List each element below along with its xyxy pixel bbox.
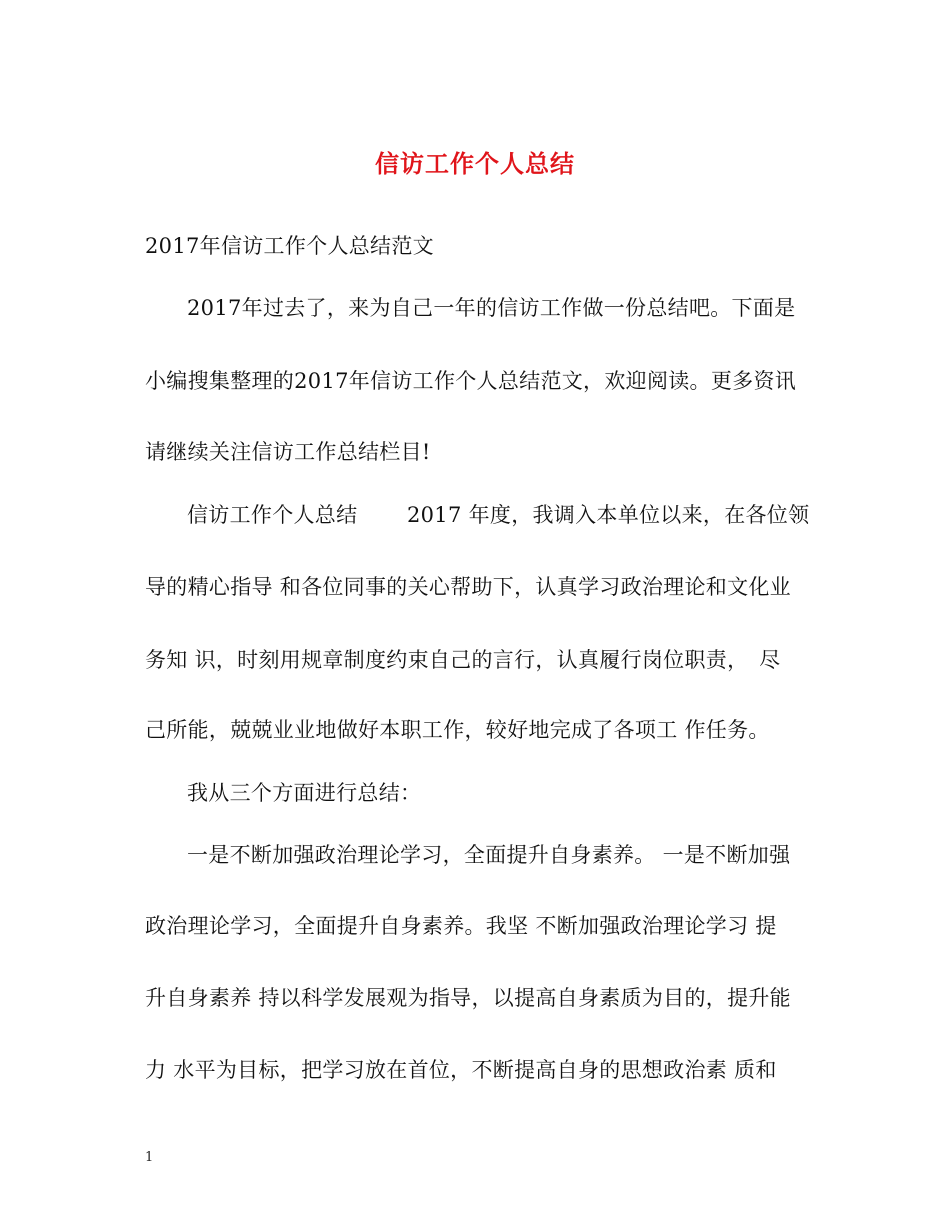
paragraph-line: 我从三个方面进行总结： (187, 781, 422, 805)
paragraph-line: 请继续关注信访工作总结栏目! (145, 440, 431, 464)
page-number: 1 (145, 1150, 154, 1165)
paragraph-line: 小编搜集整理的2017年信访工作个人总结范文，欢迎阅读。更多资讯 (145, 369, 797, 393)
paragraph-line: 一是不断加强政治理论学习，全面提升自身素养。 一是不断加强 (187, 843, 791, 867)
paragraph-line: 政治理论学习，全面提升自身素养。我坚 不断加强政治理论学习 提 (145, 914, 777, 938)
paragraph-line: 升自身素养 持以科学发展观为指导，以提高自身素质为目的，提升能 (145, 986, 791, 1010)
subtitle-line: 2017年信访工作个人总结范文 (145, 234, 434, 258)
paragraph-line: 2017年过去了，来为自己一年的信访工作做一份总结吧。下面是 (187, 296, 796, 320)
paragraph-line: 力 水平为目标，把学习放在首位，不断提高自身的思想政治素 质和 (145, 1058, 777, 1082)
paragraph-line: 信访工作个人总结 2017 年度，我调入本单位以来，在各位领 (187, 503, 810, 527)
paragraph-line: 导的精心指导 和各位同事的关心帮助下，认真学习政治理论和文化业 (145, 575, 791, 599)
paragraph-line: 务知 识，时刻用规章制度约束自己的言行，认真履行岗位职责， 尽 (145, 648, 781, 672)
paragraph-line: 己所能，兢兢业业地做好本职工作，较好地完成了各项工 作任务。 (145, 718, 770, 742)
document-title: 信访工作个人总结 (375, 149, 575, 178)
